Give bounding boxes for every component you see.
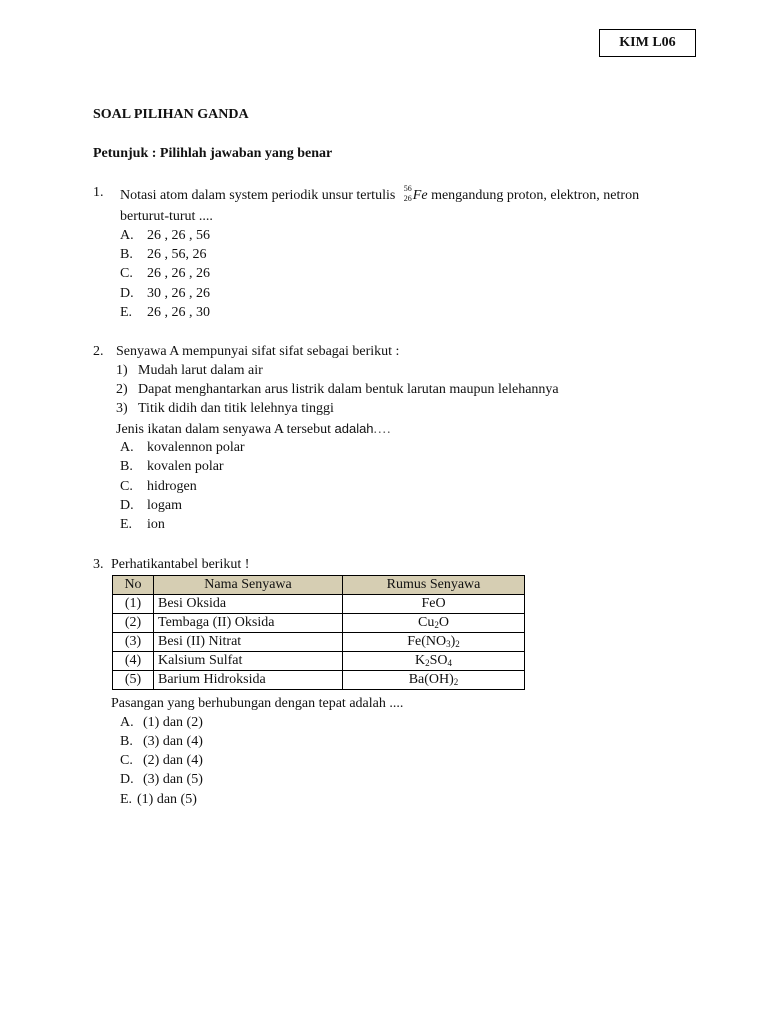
instruction: Petunjuk : Pilihlah jawaban yang benar [93, 146, 333, 161]
option-d[interactable]: D. (3) dan (5) [120, 772, 203, 787]
option-a[interactable]: A. (1) dan (2) [120, 715, 203, 730]
option-c[interactable]: C. 26 , 26 , 26 [120, 266, 210, 281]
table-header-row [113, 576, 525, 595]
question-prompt: Pasangan yang berhubungan dengan tepat adalah .... [111, 696, 404, 711]
formula-cell: $K_2SO_4$ [343, 652, 525, 671]
table-row: (5) Barium Hidroksida $Ba(OH)_2$ [113, 671, 525, 690]
question-number: 3. [93, 557, 104, 572]
table-row: (2) Tembaga (II) Oksida $Cu_2O$ [113, 614, 525, 633]
option-d[interactable]: D. logam [120, 498, 182, 513]
option-c[interactable]: C. hidrogen [120, 479, 197, 494]
option-e[interactable]: E. (1) dan (5) [120, 792, 197, 807]
formula-cell: $Fe(NO_3)_2$ [343, 633, 525, 652]
table-row: (1) Besi Oksida FeO [113, 595, 525, 614]
header-formula: Rumus Senyawa [343, 576, 525, 595]
property-1: 1) Mudah larut dalam air [116, 363, 263, 378]
option-b[interactable]: B. (3) dan (4) [120, 734, 203, 749]
formula-cell: $Ba(OH)_2$ [343, 671, 525, 690]
property-3: 3) Titik didih dan titik lelehnya tinggi [116, 401, 334, 416]
question-text: Senyawa A mempunyai sifat sifat sebagai berikut : [116, 344, 400, 359]
header-no: No [113, 576, 154, 595]
question-prompt: Jenis ikatan dalam senyawa A tersebut adalah.... [116, 421, 392, 437]
option-b[interactable]: B. kovalen polar [120, 459, 224, 474]
option-d[interactable]: D. 30 , 26 , 26 [120, 286, 210, 301]
compound-table [112, 575, 525, 690]
header-name: Nama Senyawa [154, 576, 343, 595]
option-a[interactable]: A. kovalennon polar [120, 440, 245, 455]
formula-cell: $Cu_2O$ [343, 614, 525, 633]
option-a[interactable]: A. 26 , 26 , 56 [120, 228, 210, 243]
question-number: 2. [93, 344, 104, 359]
option-e[interactable]: E. ion [120, 517, 165, 532]
question-number: 1. [93, 185, 104, 200]
question-text: Perhatikantabel berikut ! [111, 557, 250, 572]
option-e[interactable]: E. 26 , 26 , 30 [120, 305, 210, 320]
option-b[interactable]: B. 26 , 56, 26 [120, 247, 207, 262]
question-text-cont: berturut-turut .... [120, 209, 213, 224]
section-title: SOAL PILIHAN GANDA [93, 107, 249, 122]
table-row: (3) Besi (II) Nitrat $Fe(NO_3)_2$ [113, 633, 525, 652]
property-2: 2) Dapat menghantarkan arus listrik dalam bentuk larutan maupun lelehannya [116, 382, 559, 397]
table-row: (4) Kalsium Sulfat $K_2SO_4$ [113, 652, 525, 671]
option-c[interactable]: C. (2) dan (4) [120, 753, 203, 768]
document-code: KIM L06 [599, 29, 696, 57]
question-text: Notasi atom dalam system periodik unsur tertulis 56 26 Fe mengandung proton, elektron, netron [120, 184, 640, 203]
nuclide-notation: 56 26 [403, 184, 412, 203]
